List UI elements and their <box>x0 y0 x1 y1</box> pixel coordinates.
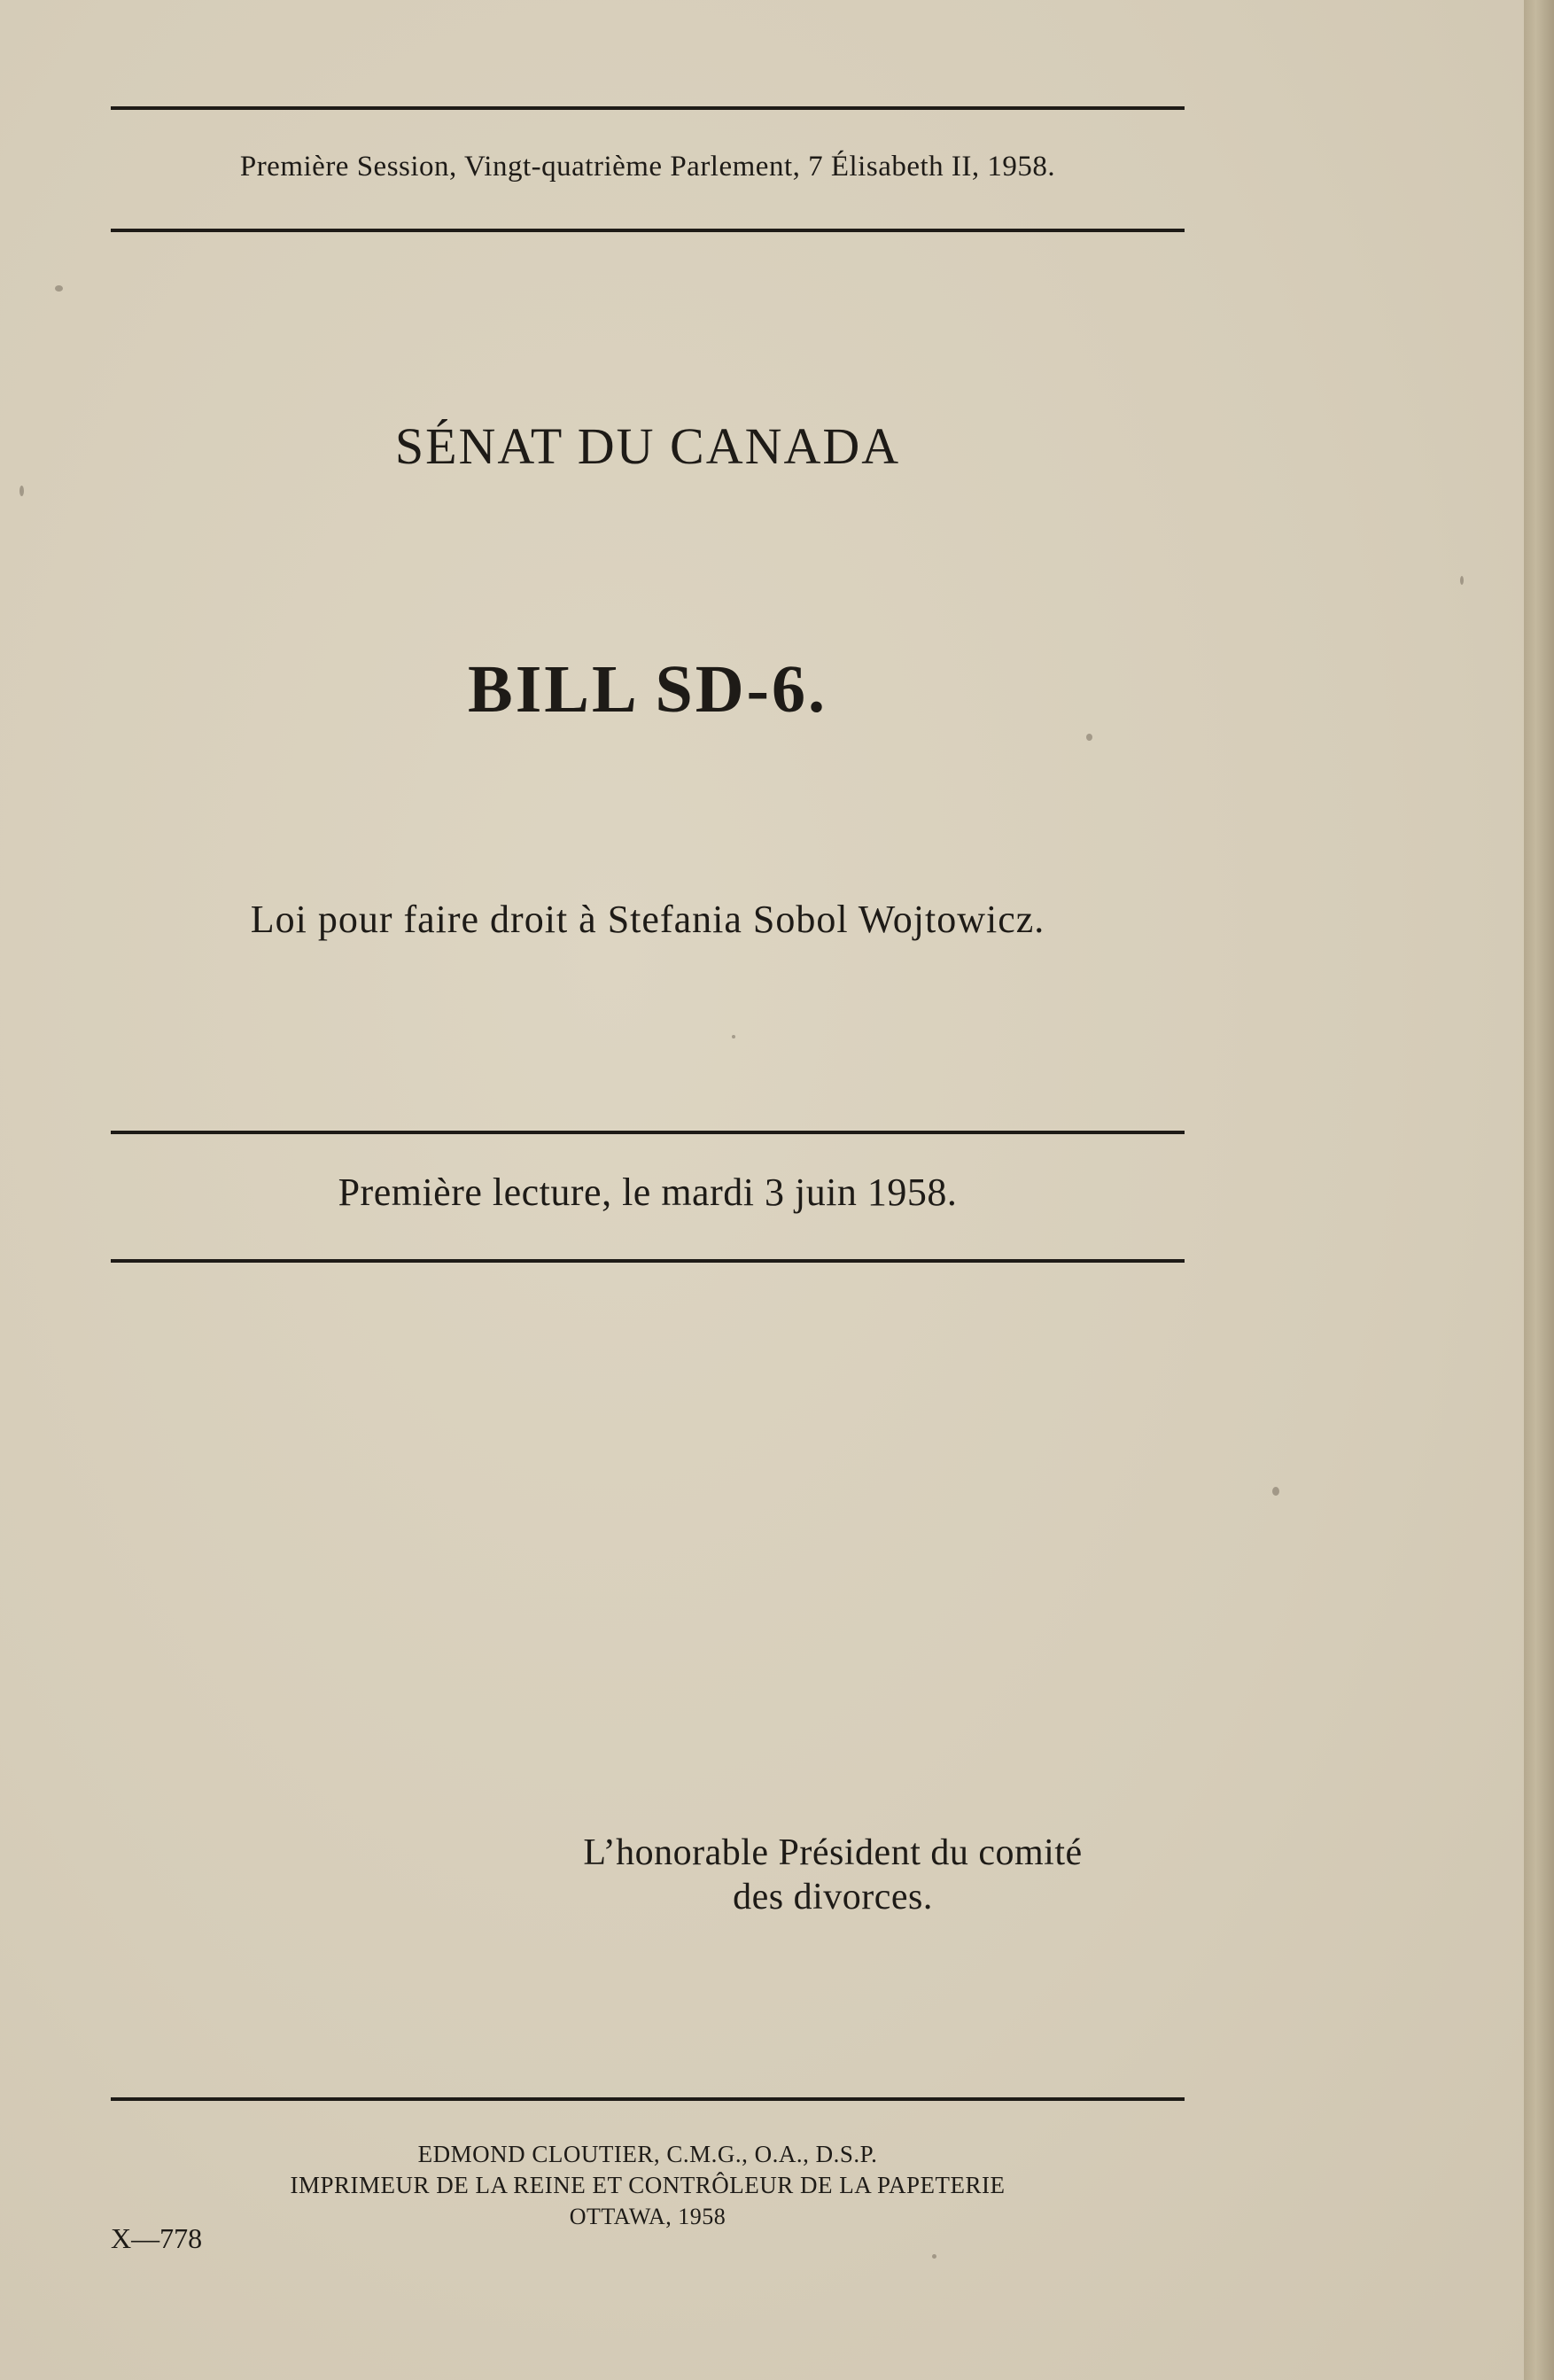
printer-office: IMPRIMEUR DE LA REINE ET CONTRÔLEUR DE LA PAPETERIE <box>290 2172 1006 2198</box>
paper-speck <box>932 2254 936 2259</box>
session-header: Première Session, Vingt-quatrième Parlement, 7 Élisabeth II, 1958. <box>239 151 1056 183</box>
paper-speck <box>19 486 24 496</box>
header-top-rule <box>111 106 1185 110</box>
paper-speck <box>1086 734 1092 741</box>
sponsor-line-1: L’honorable Président du comité <box>583 1832 1083 1873</box>
first-reading-date: Première lecture, le mardi 3 juin 1958. <box>338 1171 958 1214</box>
chamber-title: SÉNAT DU CANADA <box>394 417 901 475</box>
bill-number: BILL SD-6. <box>468 652 828 727</box>
printer-name: EDMOND CLOUTIER, C.M.G., O.A., D.S.P. <box>417 2141 878 2167</box>
paper-speck <box>1272 1487 1279 1496</box>
paper-speck <box>55 285 63 292</box>
printer-city-year: OTTAWA, 1958 <box>569 2204 726 2229</box>
reading-top-rule <box>111 1131 1185 1134</box>
printer-imprint <box>111 2139 1185 2232</box>
header-bottom-rule <box>111 229 1185 232</box>
imprint-rule <box>111 2097 1185 2101</box>
form-number: X—778 <box>111 2222 203 2254</box>
reading-bottom-rule <box>111 1259 1185 1263</box>
paper-speck <box>732 1035 735 1038</box>
sponsor-line-2: des divorces. <box>733 1877 933 1917</box>
paper-speck <box>1460 576 1464 585</box>
bill-sponsor <box>478 1831 1187 1919</box>
page-edge <box>1524 0 1554 2380</box>
bill-title: Loi pour faire droit à Stefania Sobol Wojtowicz. <box>250 898 1045 941</box>
